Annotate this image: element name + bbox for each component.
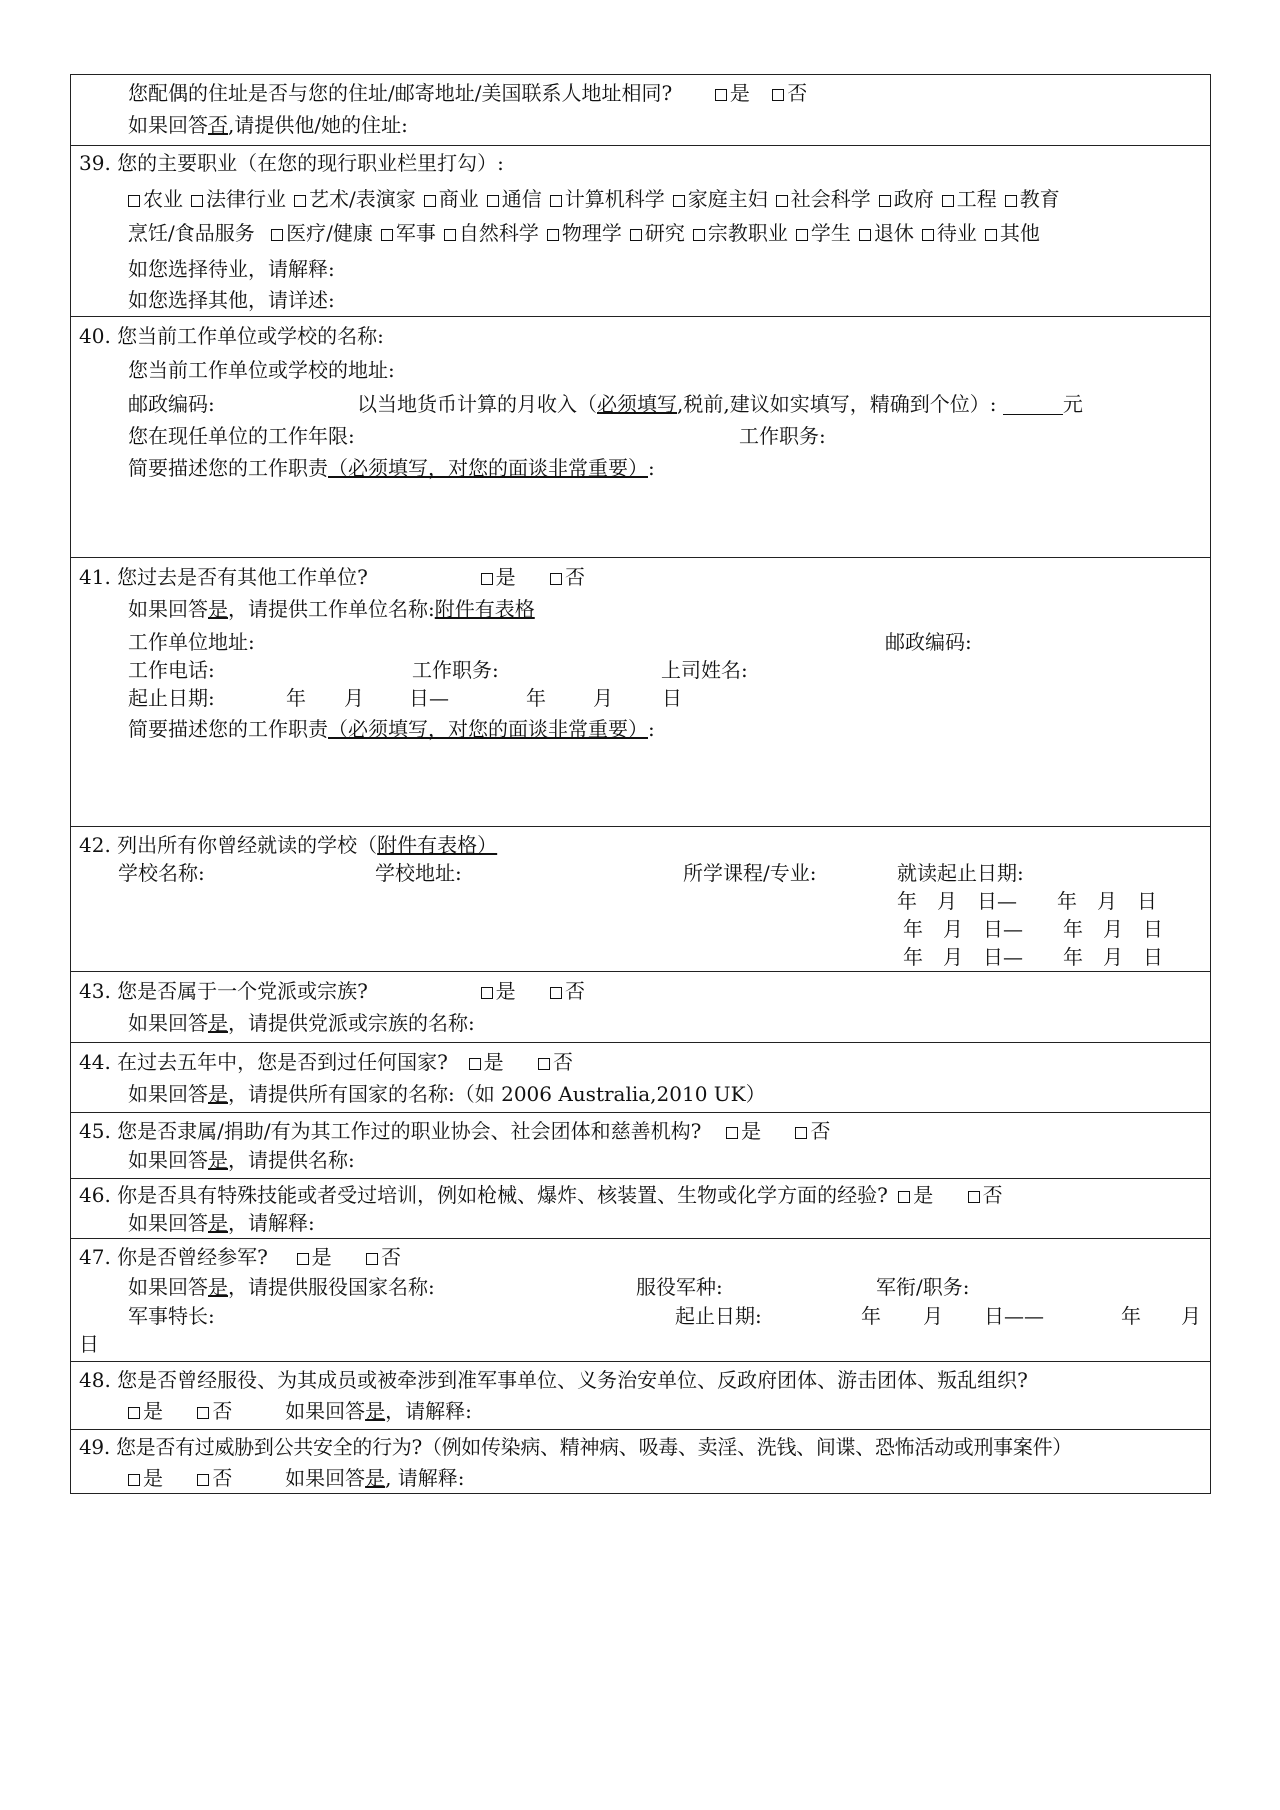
occupation-option[interactable] <box>444 221 539 245</box>
yes-checkbox[interactable] <box>297 1253 309 1265</box>
occupation-option[interactable] <box>1005 187 1060 211</box>
occupation-option[interactable] <box>879 187 934 211</box>
occupation-checkbox[interactable] <box>444 229 456 241</box>
occupation-option[interactable] <box>796 221 851 245</box>
paramilitary-question: 48. 您是否曾经服役、为其成员或被牵涉到准军事单位、义务治安单位、反政府团体、游击团体、叛乱组织? <box>79 1368 1028 1392</box>
section-previous-employers: 41. 您过去是否有其他工作单位? 是 否 如果回答是，请提供工作单位名称:附件有表格 工作单位地址: 邮政编码: 工作电话: 工作职务: 上司姓名: 起止日期: 年 月 日— 年 月 日 简要描述您的工作职责（必须填写，对您的面谈非常重要）: <box>71 557 1210 827</box>
monthly-income-label: 以当地货币计算的月收入（必须填写,税前,建议如实填写，精确到个位）: 元 <box>357 392 1083 416</box>
occupation-option[interactable] <box>424 187 479 211</box>
section-public-safety <box>71 1429 1210 1495</box>
occupation-checkbox[interactable] <box>128 195 140 207</box>
occupation-option[interactable] <box>547 221 622 245</box>
military-specialty-label: 军事特长: <box>128 1304 215 1328</box>
occupation-checkbox[interactable] <box>985 229 997 241</box>
military-question: 47. 你是否曾经参军? 是 否 <box>79 1245 401 1269</box>
occupation-checkbox[interactable] <box>796 229 808 241</box>
occupation-option-label: 宗教职业 <box>707 221 788 245</box>
associations-followup: 如果回答是，请提供名称: <box>128 1148 355 1172</box>
service-dates-label: 起止日期: <box>675 1304 762 1328</box>
occupation-option[interactable] <box>381 221 436 245</box>
occupation-checkbox[interactable] <box>630 229 642 241</box>
occupation-checkbox[interactable] <box>424 195 436 207</box>
date-range-row: 年 月 日— 年 月 日 <box>897 889 1157 913</box>
occupation-options-row-2 <box>128 221 1048 245</box>
occupation-option[interactable] <box>294 187 416 211</box>
occupation-checkbox[interactable] <box>879 195 891 207</box>
occupation-option[interactable] <box>985 221 1040 245</box>
occupation-option-label: 商业 <box>438 187 479 211</box>
occupation-checkbox[interactable] <box>294 195 306 207</box>
yes-label: 是 <box>729 81 750 105</box>
section-paramilitary <box>71 1361 1210 1430</box>
occupation-option[interactable] <box>673 187 768 211</box>
school-name-label: 学校名称: <box>118 861 205 885</box>
occupation-checkbox[interactable] <box>1005 195 1017 207</box>
occupation-option[interactable] <box>630 221 685 245</box>
no-label: 否 <box>787 81 808 105</box>
duties-label: 简要描述您的工作职责（必须填写，对您的面谈非常重要）: <box>128 717 655 741</box>
occupation-option-label: 待业 <box>936 221 977 245</box>
yes-checkbox[interactable] <box>469 1058 481 1070</box>
unemployed-explain-label: 如您选择待业，请解释: <box>128 257 335 281</box>
military-country-label: 如果回答是，请提供服役国家名称: <box>128 1275 435 1299</box>
occupation-option[interactable] <box>271 221 373 245</box>
job-title-label: 工作职务: <box>739 424 826 448</box>
employer-address-label: 工作单位地址: <box>128 630 255 654</box>
postal-code-label: 邮政编码: <box>128 392 215 416</box>
question-text: 您配偶的住址是否与您的住址/邮寄地址/美国联系人地址相同? <box>128 81 673 105</box>
section-special-skills <box>71 1178 1210 1239</box>
section-occupation <box>71 145 1210 317</box>
school-address-label: 学校地址: <box>375 861 462 885</box>
occupation-option-label: 研究 <box>644 221 685 245</box>
occupation-option-label: 通信 <box>501 187 542 211</box>
yes-checkbox[interactable] <box>726 1127 738 1139</box>
military-rank-label: 军衔/职务: <box>876 1275 970 1299</box>
occupation-option-label: 军事 <box>395 221 436 245</box>
skills-question: 46. 你是否具有特殊技能或者受过培训，例如枪械、爆炸、核装置、生物或化学方面的经验? 是 否 <box>79 1183 1003 1207</box>
other-detail-label: 如您选择其他，请详述: <box>128 288 335 312</box>
previous-employer-name-label: 如果回答是，请提供工作单位名称:附件有表格 <box>128 597 535 621</box>
occupation-option-label: 家庭主妇 <box>687 187 768 211</box>
occupation-option-label: 艺术/表演家 <box>309 187 416 211</box>
spouse-address-question <box>128 81 807 105</box>
occupation-option[interactable] <box>922 221 977 245</box>
public-safety-question: 49. 您是否有过威胁到公共安全的行为?（例如传染病、精神病、吸毒、卖淫、洗钱、间谍、恐怖活动或刑事案件） <box>79 1435 1072 1459</box>
no-checkbox[interactable] <box>538 1058 550 1070</box>
paramilitary-answer-row: 是 否 如果回答是，请解释: <box>128 1399 472 1423</box>
section-current-employer <box>71 316 1210 558</box>
occupation-option[interactable] <box>859 221 914 245</box>
previous-employer-question: 41. 您过去是否有其他工作单位? 是 否 <box>79 565 585 589</box>
party-question: 43. 您是否属于一个党派或宗族? 是 否 <box>79 979 585 1003</box>
occupation-checkbox[interactable] <box>381 229 393 241</box>
party-followup: 如果回答是，请提供党派或宗族的名称: <box>128 1011 475 1035</box>
job-title-label: 工作职务: <box>412 658 499 682</box>
section-party <box>71 971 1210 1043</box>
occupation-option[interactable] <box>942 187 997 211</box>
current-employer-address-label: 您当前工作单位或学校的地址: <box>128 358 395 382</box>
occupation-option[interactable] <box>776 187 871 211</box>
occupation-checkbox[interactable] <box>922 229 934 241</box>
no-checkbox[interactable] <box>772 89 784 101</box>
supervisor-name-label: 上司姓名: <box>661 658 748 682</box>
travel-followup: 如果回答是，请提供所有国家的名称:（如 2006 Australia,2010 UK） <box>128 1082 766 1106</box>
occupation-checkbox[interactable] <box>776 195 788 207</box>
yes-checkbox[interactable] <box>128 1474 140 1486</box>
occupation-checkbox[interactable] <box>942 195 954 207</box>
major-label: 所学课程/专业: <box>683 861 817 885</box>
occupation-option[interactable] <box>487 187 542 211</box>
occupation-option-label: 工程 <box>956 187 997 211</box>
occupation-option[interactable] <box>128 187 183 211</box>
occupation-checkbox[interactable] <box>271 229 283 241</box>
no-checkbox[interactable] <box>197 1407 209 1419</box>
occupation-option-label: 烹饪/食品服务 <box>128 221 255 245</box>
occupation-option-label: 法律行业 <box>206 187 286 211</box>
occupation-option-label: 农业 <box>143 187 183 211</box>
visa-form <box>70 74 1211 1494</box>
schools-question: 42. 列出所有你曾经就读的学校（附件有表格） <box>79 833 498 857</box>
section-travel <box>71 1042 1210 1113</box>
no-checkbox[interactable] <box>197 1474 209 1486</box>
occupation-option-label: 社会科学 <box>790 187 871 211</box>
occupation-checkbox[interactable] <box>550 195 562 207</box>
occupation-option-label: 医疗/健康 <box>286 221 373 245</box>
no-checkbox[interactable] <box>968 1191 980 1203</box>
occupation-checkbox[interactable] <box>487 195 499 207</box>
military-branch-label: 服役军种: <box>636 1275 723 1299</box>
occupation-option[interactable] <box>191 187 286 211</box>
section-associations <box>71 1112 1210 1179</box>
occupation-option-label: 学生 <box>810 221 851 245</box>
occupation-option-label: 退休 <box>873 221 914 245</box>
occupation-options-row-1 <box>128 187 1068 211</box>
occupation-checkbox[interactable] <box>693 229 705 241</box>
occupation-option-label: 教育 <box>1019 187 1060 211</box>
occupation-option[interactable] <box>550 187 665 211</box>
years-at-employer-label: 您在现任单位的工作年限: <box>128 424 355 448</box>
travel-question: 44. 在过去五年中，您是否到过任何国家? 是 否 <box>79 1050 573 1074</box>
occupation-question: 39. 您的主要职业（在您的现行职业栏里打勾）: <box>79 151 504 175</box>
occupation-checkbox[interactable] <box>673 195 685 207</box>
date-range-row: 年 月 日— 年 月 日 <box>903 945 1163 969</box>
occupation-option-label: 政府 <box>893 187 934 211</box>
no-checkbox[interactable] <box>366 1253 378 1265</box>
section-schools <box>71 826 1210 972</box>
yes-checkbox[interactable] <box>715 89 727 101</box>
occupation-checkbox[interactable] <box>191 195 203 207</box>
date-range-row: 年 月 日— 年 月 日 <box>903 917 1163 941</box>
attendance-period-label: 就读起止日期: <box>897 861 1024 885</box>
no-checkbox[interactable] <box>795 1127 807 1139</box>
postal-code-label: 邮政编码: <box>885 630 972 654</box>
current-employer-name-label: 40. 您当前工作单位或学校的名称: <box>79 324 384 348</box>
occupation-checkbox[interactable] <box>547 229 559 241</box>
section-spouse-address <box>71 75 1210 146</box>
duties-label: 简要描述您的工作职责（必须填写，对您的面谈非常重要）: <box>128 456 655 480</box>
yes-checkbox[interactable] <box>128 1407 140 1419</box>
occupation-option-label: 其他 <box>999 221 1040 245</box>
no-checkbox[interactable] <box>550 987 562 999</box>
income-blank[interactable] <box>1003 396 1063 415</box>
section-military: 47. 你是否曾经参军? 是 否 如果回答是，请提供服役国家名称: 服役军种: 军衔/职务: 军事特长: 起止日期: 年 月 日—— 年 月 日 <box>71 1238 1210 1362</box>
occupation-option-label: 自然科学 <box>458 221 539 245</box>
public-safety-answer-row: 是 否 如果回答是, 请解释: <box>128 1466 465 1490</box>
work-phone-label: 工作电话: <box>128 658 215 682</box>
attachment-note: 附件有表格 <box>434 597 535 621</box>
occupation-checkbox[interactable] <box>859 229 871 241</box>
yes-checkbox[interactable] <box>481 573 493 585</box>
skills-followup: 如果回答是，请解释: <box>128 1211 315 1235</box>
employment-dates-row: 起止日期: <box>128 686 215 710</box>
occupation-option-label: 物理学 <box>561 221 622 245</box>
spouse-address-followup: 如果回答否,请提供他/她的住址: <box>128 113 408 137</box>
no-checkbox[interactable] <box>550 573 562 585</box>
occupation-option-label: 计算机科学 <box>564 187 665 211</box>
occupation-option[interactable] <box>693 221 788 245</box>
associations-question: 45. 您是否隶属/捐助/有为其工作过的职业协会、社会团体和慈善机构? 是 否 <box>79 1119 831 1143</box>
yes-checkbox[interactable] <box>481 987 493 999</box>
yes-checkbox[interactable] <box>898 1191 910 1203</box>
